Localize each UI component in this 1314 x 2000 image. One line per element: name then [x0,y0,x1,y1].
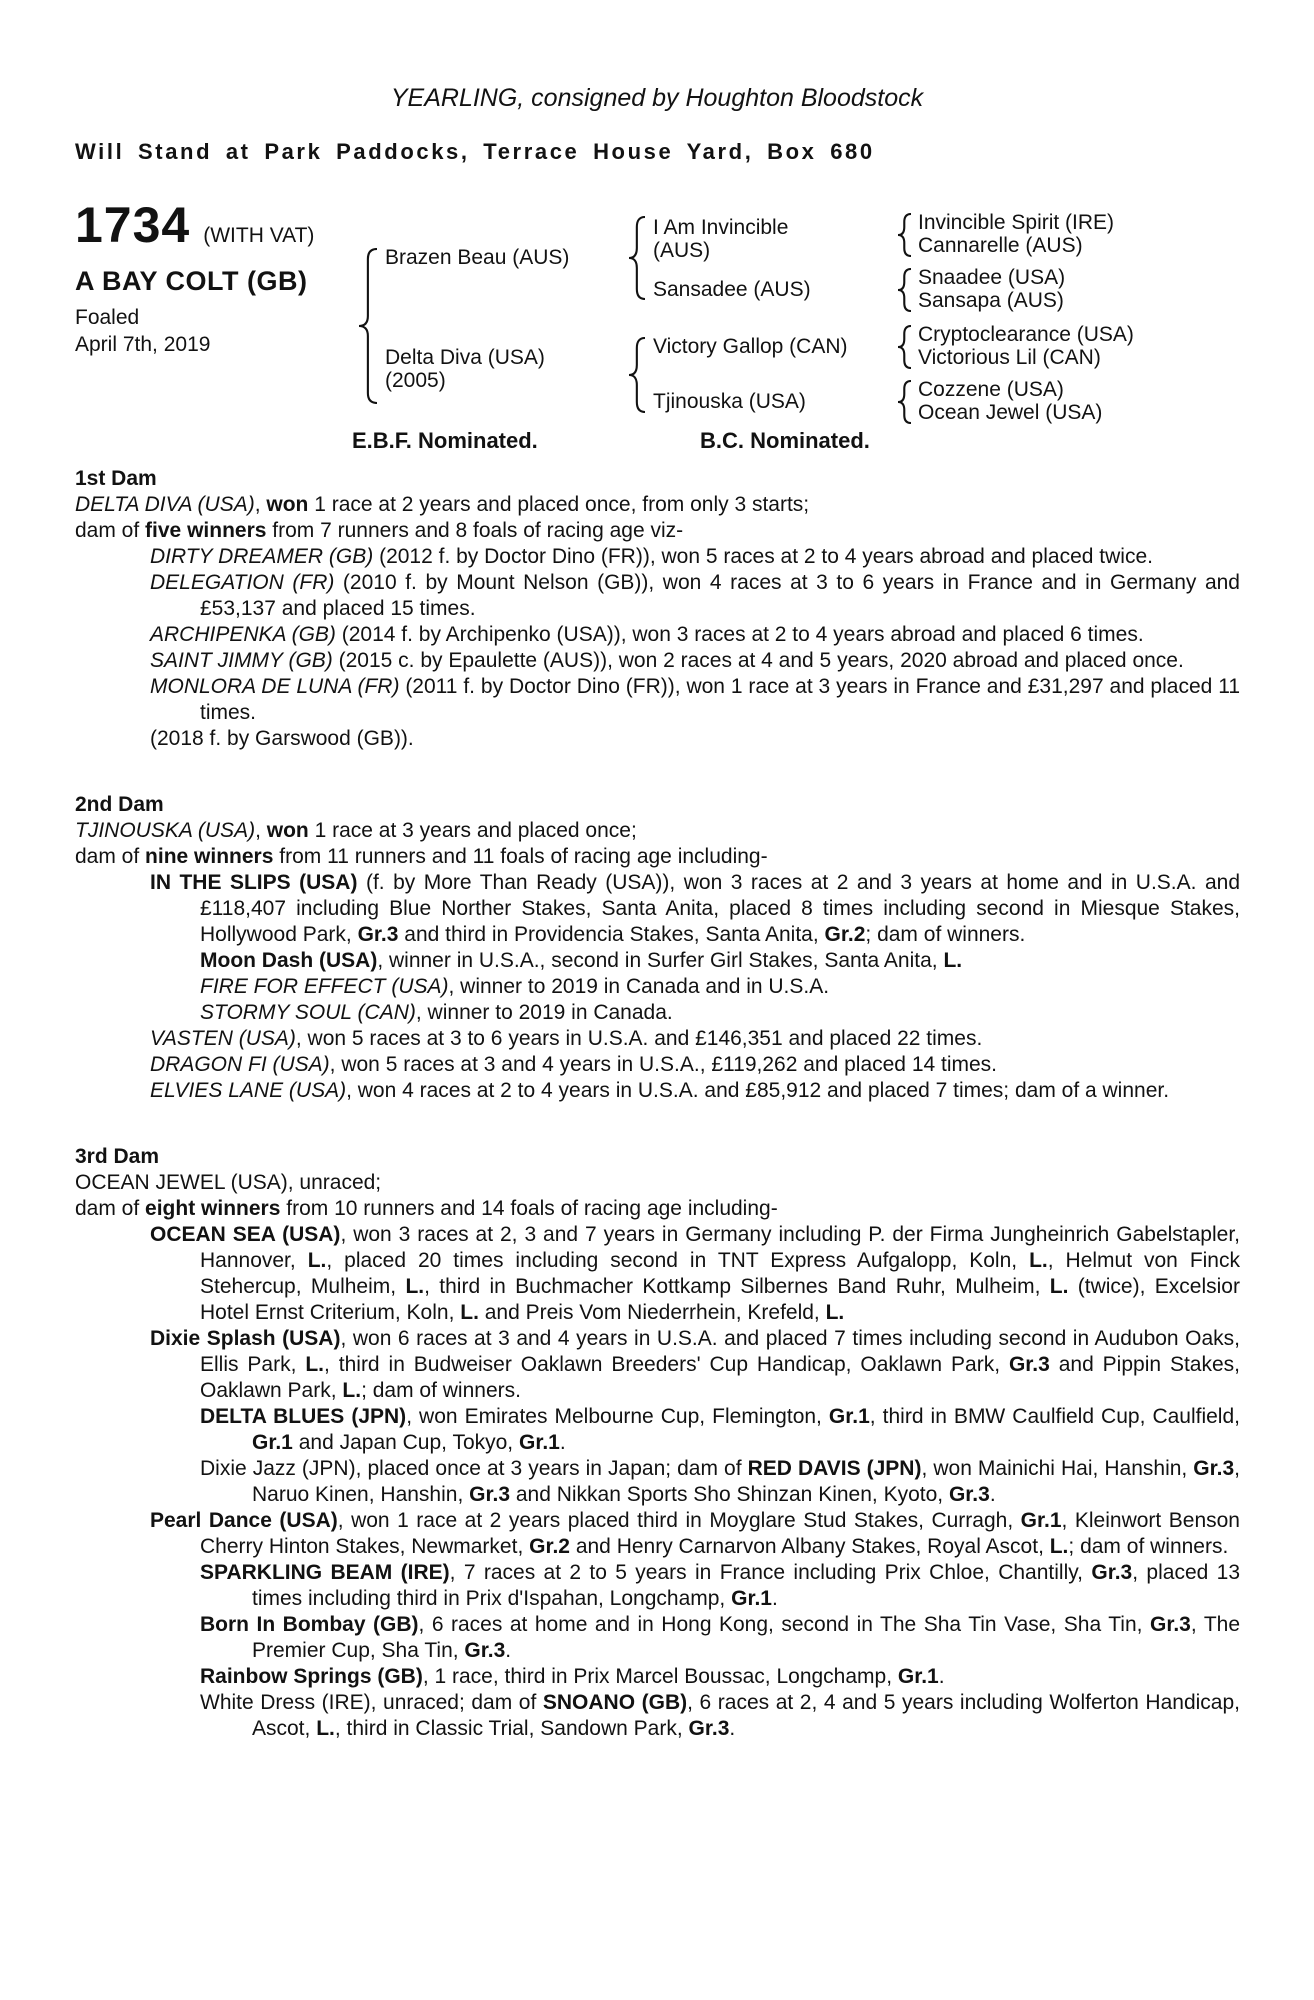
pedigree-brace-icon [358,248,377,404]
lot-vat-note: (WITH VAT) [203,224,315,247]
lot-number: 1734 [75,197,191,253]
catalog-paragraph: Pearl Dance (USA), won 1 race at 2 years placed third in Moyglare Stud Stakes, Curragh, Gr.1, Kleinwort Benson Cherry Hinton Stakes, Newmarket, Gr.2 and Henry Carnarvon Albany Stakes, Royal Ascot, L.; dam of winners. [150,1509,1240,1558]
pedigree-brace-icon [628,337,645,413]
ebf-nominated-label: E.B.F. Nominated. [352,428,538,453]
great-granddam-name: Ocean Jewel (USA) [918,401,1103,424]
foaled-date: April 7th, 2019 [75,333,211,356]
catalog-paragraph: White Dress (IRE), unraced; dam of SNOANO (GB), 6 races at 2, 4 and 5 years including Wolferton Handicap, Ascot, L., third in Classic Trial, Sandown Park, Gr.3. [200,1691,1240,1740]
catalog-paragraph: dam of five winners from 7 runners and 8 foals of racing age viz- [75,519,684,542]
catalog-paragraph: DELTA DIVA (USA), won 1 race at 2 years and placed once, from only 3 starts; [75,493,810,516]
horse-name: A BAY COLT (GB) [75,266,308,296]
dam-section [75,1144,1240,1742]
catalog-paragraph: SAINT JIMMY (GB) (2015 c. by Epaulette (AUS)), won 2 races at 4 and 5 years, 2020 abroad and placed once. [150,649,1184,672]
grandparent-name: I Am Invincible (AUS) [653,216,789,262]
dam-sections [75,466,1240,1742]
catalog-paragraph: DELTA BLUES (JPN), won Emirates Melbourne Cup, Flemington, Gr.1, third in BMW Caulfield Cup, Caulfield, Gr.1 and Japan Cup, Tokyo, Gr.1. [200,1405,1240,1454]
catalog-paragraph: OCEAN SEA (USA), won 3 races at 2, 3 and 7 years in Germany including P. der Firma Jungheinrich Gabelstapler, Hannover, L., placed 20 times including second in TNT Express Aufgalopp, Koln, L., Helmut von Finck Stehercup, Mulheim, L., third in Buchmacher Kottkamp Silbernes Band Ruhr, Mulheim, L. (twice), Excelsior Hotel Ernst Criterium, Koln, L. and Preis Vom Niederrhein, Krefeld, L. [150,1223,1241,1324]
catalog-paragraph: dam of eight winners from 10 runners and 14 foals of racing age including- [75,1197,778,1220]
catalog-paragraph: SPARKLING BEAM (IRE), 7 races at 2 to 5 years in France including Prix Chloe, Chantilly, Gr.3, placed 13 times including third in Prix d'Ispahan, Longchamp, Gr.1. [200,1561,1241,1610]
pedigree-brace-icon [897,380,911,424]
catalog-paragraph: Rainbow Springs (GB), 1 race, third in Prix Marcel Boussac, Longchamp, Gr.1. [200,1665,945,1688]
catalog-paragraph: ARCHIPENKA (GB) (2014 f. by Archipenko (USA)), won 3 races at 2 to 4 years abroad and placed 6 times. [150,623,1144,646]
dam-section [75,466,1240,752]
catalog-paragraph: STORMY SOUL (CAN), winner to 2019 in Canada. [200,1001,673,1024]
foaled-label: Foaled [75,306,140,329]
sire-name: Brazen Beau (AUS) [385,246,570,269]
catalog-paragraph: DIRTY DREAMER (GB) (2012 f. by Doctor Dino (FR)), won 5 races at 2 to 4 years abroad and placed twice. [150,545,1153,568]
bc-nominated-label: B.C. Nominated. [700,428,870,453]
stand-location-line: Will Stand at Park Paddocks, Terrace House Yard, Box 680 [75,139,875,164]
catalog-paragraph: Moon Dash (USA), winner in U.S.A., second in Surfer Girl Stakes, Santa Anita, L. [200,949,963,972]
grandparent-name: Tjinouska (USA) [653,390,806,413]
catalog-paragraph: FIRE FOR EFFECT (USA), winner to 2019 in Canada and in U.S.A. [200,975,830,998]
pedigree-brace-icon [897,213,911,257]
section-heading: 1st Dam [75,467,157,490]
section-heading: 3rd Dam [75,1145,160,1168]
great-grandsire-name: Cryptoclearance (USA) [918,323,1134,346]
dam-name: Delta Diva (USA) (2005) [385,346,545,392]
catalog-paragraph: (2018 f. by Garswood (GB)). [150,727,414,750]
pedigree-brace-icon [897,268,911,312]
great-granddam-name: Victorious Lil (CAN) [918,346,1101,369]
catalog-paragraph: dam of nine winners from 11 runners and 11 foals of racing age including- [75,845,768,868]
catalog-paragraph: DELEGATION (FR) (2010 f. by Mount Nelson (GB)), won 4 races at 3 to 6 years in France and in Germany and £53,137 and placed 15 times. [150,571,1240,620]
great-granddam-name: Sansapa (AUS) [918,289,1064,312]
catalog-paragraph: Born In Bombay (GB), 6 races at home and in Hong Kong, second in The Sha Tin Vase, Sha Tin, Gr.3, The Premier Cup, Sha Tin, Gr.3. [200,1613,1241,1662]
catalog-paragraph: Dixie Splash (USA), won 6 races at 3 and 4 years in U.S.A. and placed 7 times including second in Audubon Oaks, Ellis Park, L., third in Budweiser Oaklawn Breeders' Cup Handicap, Oaklawn Park, Gr.3 and Pippin Stakes, Oaklawn Park, L.; dam of winners. [150,1327,1240,1402]
pedigree-brace-icon [897,325,911,369]
great-grandsire-name: Invincible Spirit (IRE) [918,211,1115,234]
dam-section [75,792,1240,1104]
catalog-paragraph: DRAGON FI (USA), won 5 races at 3 and 4 years in U.S.A., £119,262 and placed 14 times. [150,1053,998,1076]
catalog-paragraph: ELVIES LANE (USA), won 4 races at 2 to 4 years in U.S.A. and £85,912 and placed 7 times; dam of a winner. [150,1079,1170,1102]
catalog-paragraph: MONLORA DE LUNA (FR) (2011 f. by Doctor Dino (FR)), won 1 race at 3 years in France and £31,297 and placed 11 times. [150,675,1240,724]
catalog-paragraph: VASTEN (USA), won 5 races at 3 to 6 years in U.S.A. and £146,351 and placed 22 times. [150,1027,983,1050]
catalog-paragraph: OCEAN JEWEL (USA), unraced; [75,1171,382,1194]
page-title: YEARLING, consigned by Houghton Bloodstock [390,84,924,112]
section-heading: 2nd Dam [75,793,164,816]
catalog-paragraph: Dixie Jazz (JPN), placed once at 3 years in Japan; dam of RED DAVIS (JPN), won Mainichi Hai, Hanshin, Gr.3, Naruo Kinen, Hanshin, Gr.3 and Nikkan Sports Sho Shinzan Kinen, Kyoto, Gr.3. [200,1457,1241,1506]
great-grandsire-name: Cozzene (USA) [918,378,1064,401]
great-granddam-name: Cannarelle (AUS) [918,234,1083,257]
great-grandsire-name: Snaadee (USA) [918,266,1066,289]
grandparent-name: Sansadee (AUS) [653,278,811,301]
grandparent-name: Victory Gallop (CAN) [653,335,848,358]
pedigree-brace-icon [628,216,645,300]
catalog-paragraph: IN THE SLIPS (USA) (f. by More Than Ready (USA)), won 3 races at 2 and 3 years at home and in U.S.A. and £118,407 including Blue Norther Stakes, Santa Anita, placed 8 times including second in Miesque Stakes, Hollywood Park, Gr.3 and third in Providencia Stakes, Santa Anita, Gr.2; dam of winners. [150,871,1240,946]
catalog-paragraph: TJINOUSKA (USA), won 1 race at 3 years and placed once; [75,819,637,842]
